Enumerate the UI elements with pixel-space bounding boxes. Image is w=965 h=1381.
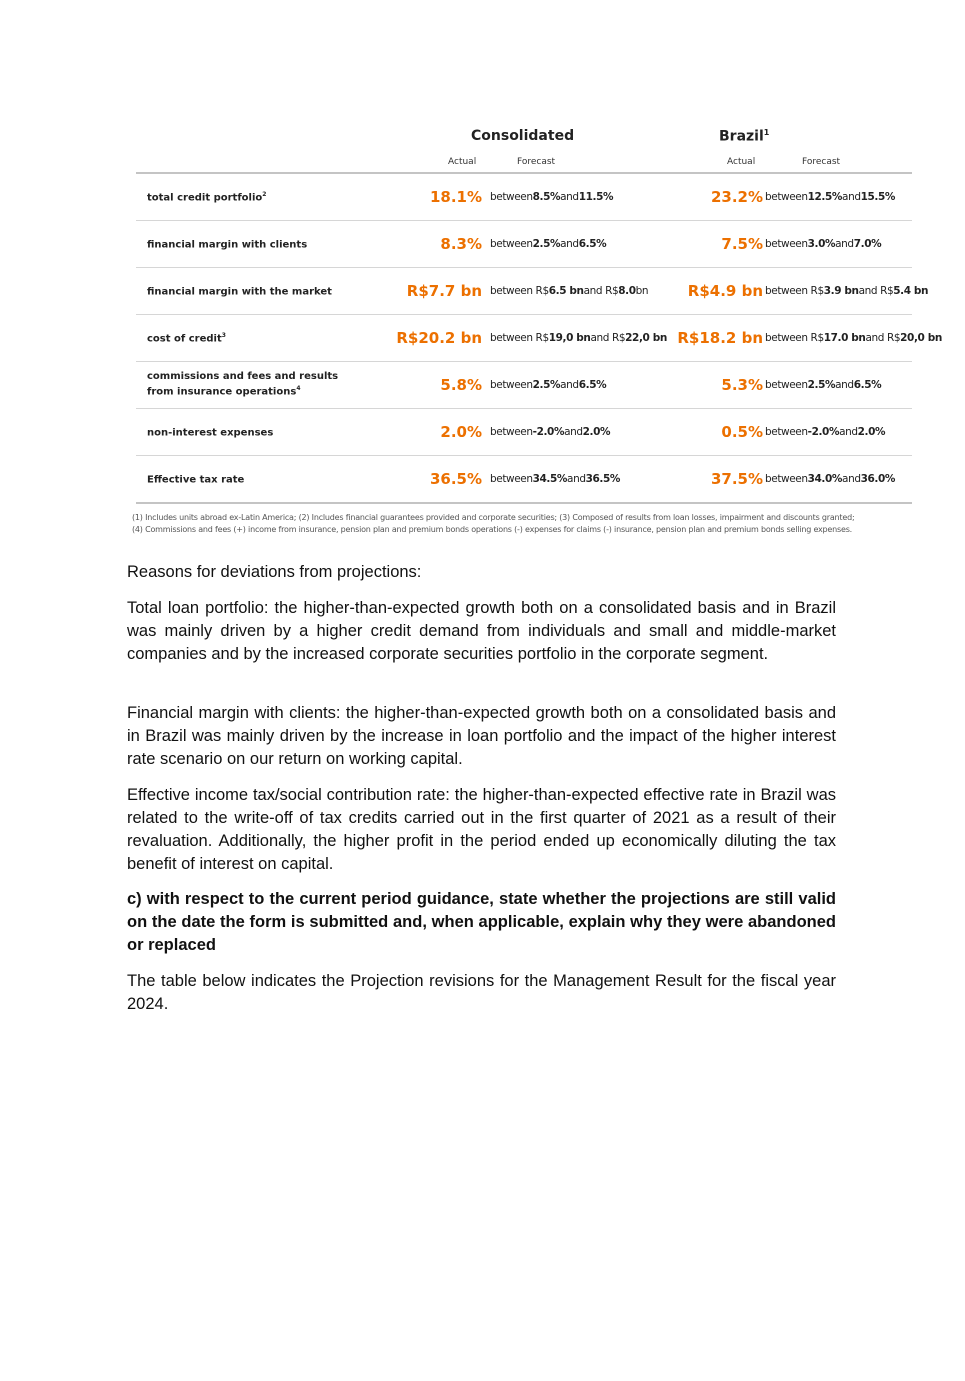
header-consolidated-actual: Actual — [448, 157, 477, 167]
paragraph-financial-margin: Financial margin with clients: the higher-than-expected growth both on a consolidated basis and in Brazil was mainly driven by the increase in loan portfolio and the impact of the higher interest rate scenario on our return on working capital. — [127, 704, 836, 768]
row-label: Effective tax rate — [147, 474, 245, 486]
brazil-forecast-range: between 34.0% and 36.0% — [765, 473, 896, 485]
table-row — [136, 268, 929, 315]
row-label: total credit portfolio$^2$ — [147, 191, 267, 204]
consolidated-forecast-range: between R$ 6.5 bn and R$ 8.0 bn — [490, 285, 649, 297]
consolidated-actual-value: 5.8% — [440, 376, 482, 394]
brazil-actual-value: 7.5% — [721, 235, 763, 253]
table-footnotes — [132, 512, 962, 536]
header-brazil: Brazil$^1$ — [719, 128, 770, 145]
brazil-actual-value: R$18.2 bn — [677, 329, 763, 347]
brazil-forecast-range: between R$ 3.9 bn and R$ 5.4 bn — [765, 285, 929, 297]
row-label: financial margin with clients — [147, 239, 308, 251]
consolidated-actual-value: R$20.2 bn — [396, 329, 482, 347]
brazil-forecast-range: between 2.5% and 6.5% — [765, 379, 882, 391]
paragraph-deviations-heading: Reasons for deviations from projections: — [127, 563, 422, 581]
paragraph-projection-revisions: The table below indicates the Projection revisions for the Management Result for the fiscal year 2024. — [127, 972, 836, 1013]
section-c-heading: c) with respect to the current period guidance, state whether the projections are still valid on the date the form is submitted and, when applicable, explain why they were abandoned or replaced — [127, 890, 836, 954]
brazil-actual-value: 23.2% — [710, 188, 763, 206]
brazil-forecast-range: between 12.5% and 15.5% — [765, 191, 896, 203]
brazil-actual-value: 0.5% — [721, 423, 763, 441]
consolidated-forecast-range: between 34.5% and 36.5% — [490, 473, 621, 485]
consolidated-actual-value: 8.3% — [440, 235, 482, 253]
paragraph-effective-tax-rate: Effective income tax/social contribution rate: the higher-than-expected effective rate in Brazil was related to the write-off of tax credits carried out in the first quarter of 2021 as a result of their revaluation. Additionally, the higher profit in the period ended up economically diluting the tax benefit of interest on capital. — [127, 786, 836, 873]
table-row — [136, 362, 912, 409]
table-row — [136, 174, 912, 221]
table-row — [136, 409, 912, 456]
consolidated-actual-value: R$7.7 bn — [406, 282, 482, 300]
row-label: financial margin with the market — [147, 286, 332, 298]
header-brazil-actual: Actual — [727, 157, 756, 167]
consolidated-forecast-range: between 8.5% and 11.5% — [490, 191, 614, 203]
footnote-line-2: (4) Commissions and fees (+) income from insurance, pension plan and premium bonds operations (-) expenses for claims (-) insurance, pension plan and premium bonds selling expenses. — [132, 525, 853, 534]
paragraph-total-loan-portfolio: Total loan portfolio: the higher-than-expected growth both on a consolidated basis and in Brazil was mainly driven by a higher credit demand from individuals and small and middle-market companies and by the increased corporate securities portfolio in the corporate segment. — [127, 599, 836, 663]
header-consolidated-forecast: Forecast — [517, 157, 556, 167]
brazil-actual-value: 37.5% — [710, 470, 763, 488]
table-row — [136, 315, 942, 362]
consolidated-forecast-range: between 2.5% and 6.5% — [490, 238, 607, 250]
consolidated-forecast-range: between -2.0% and 2.0% — [490, 426, 611, 438]
table-row — [136, 456, 912, 504]
footnote-line-1: (1) Includes units abroad ex-Latin America; (2) Includes financial guarantees provided and corporate securities; (3) Composed of results from loan losses, impairment and discounts granted; — [132, 513, 855, 522]
row-label: cost of credit$^3$ — [147, 332, 226, 345]
consolidated-forecast-range: between 2.5% and 6.5% — [490, 379, 607, 391]
brazil-forecast-range: between R$ 17.0 bn and R$ 20,0 bn — [765, 332, 942, 344]
brazil-actual-value: R$4.9 bn — [687, 282, 763, 300]
row-label: commissions and fees and results from insurance operations$^4$ — [147, 371, 339, 398]
consolidated-actual-value: 2.0% — [440, 423, 482, 441]
header-brazil-forecast: Forecast — [802, 157, 841, 167]
consolidated-forecast-range: between R$ 19,0 bn and R$ 22,0 bn — [490, 332, 667, 344]
brazil-actual-value: 5.3% — [721, 376, 763, 394]
consolidated-actual-value: 36.5% — [429, 470, 482, 488]
brazil-forecast-range: between -2.0% and 2.0% — [765, 426, 886, 438]
brazil-forecast-range: between 3.0% and 7.0% — [765, 238, 882, 250]
consolidated-actual-value: 18.1% — [429, 188, 482, 206]
table-row — [136, 221, 912, 268]
header-consolidated: Consolidated — [471, 128, 575, 144]
row-label: non-interest expenses — [147, 427, 274, 439]
